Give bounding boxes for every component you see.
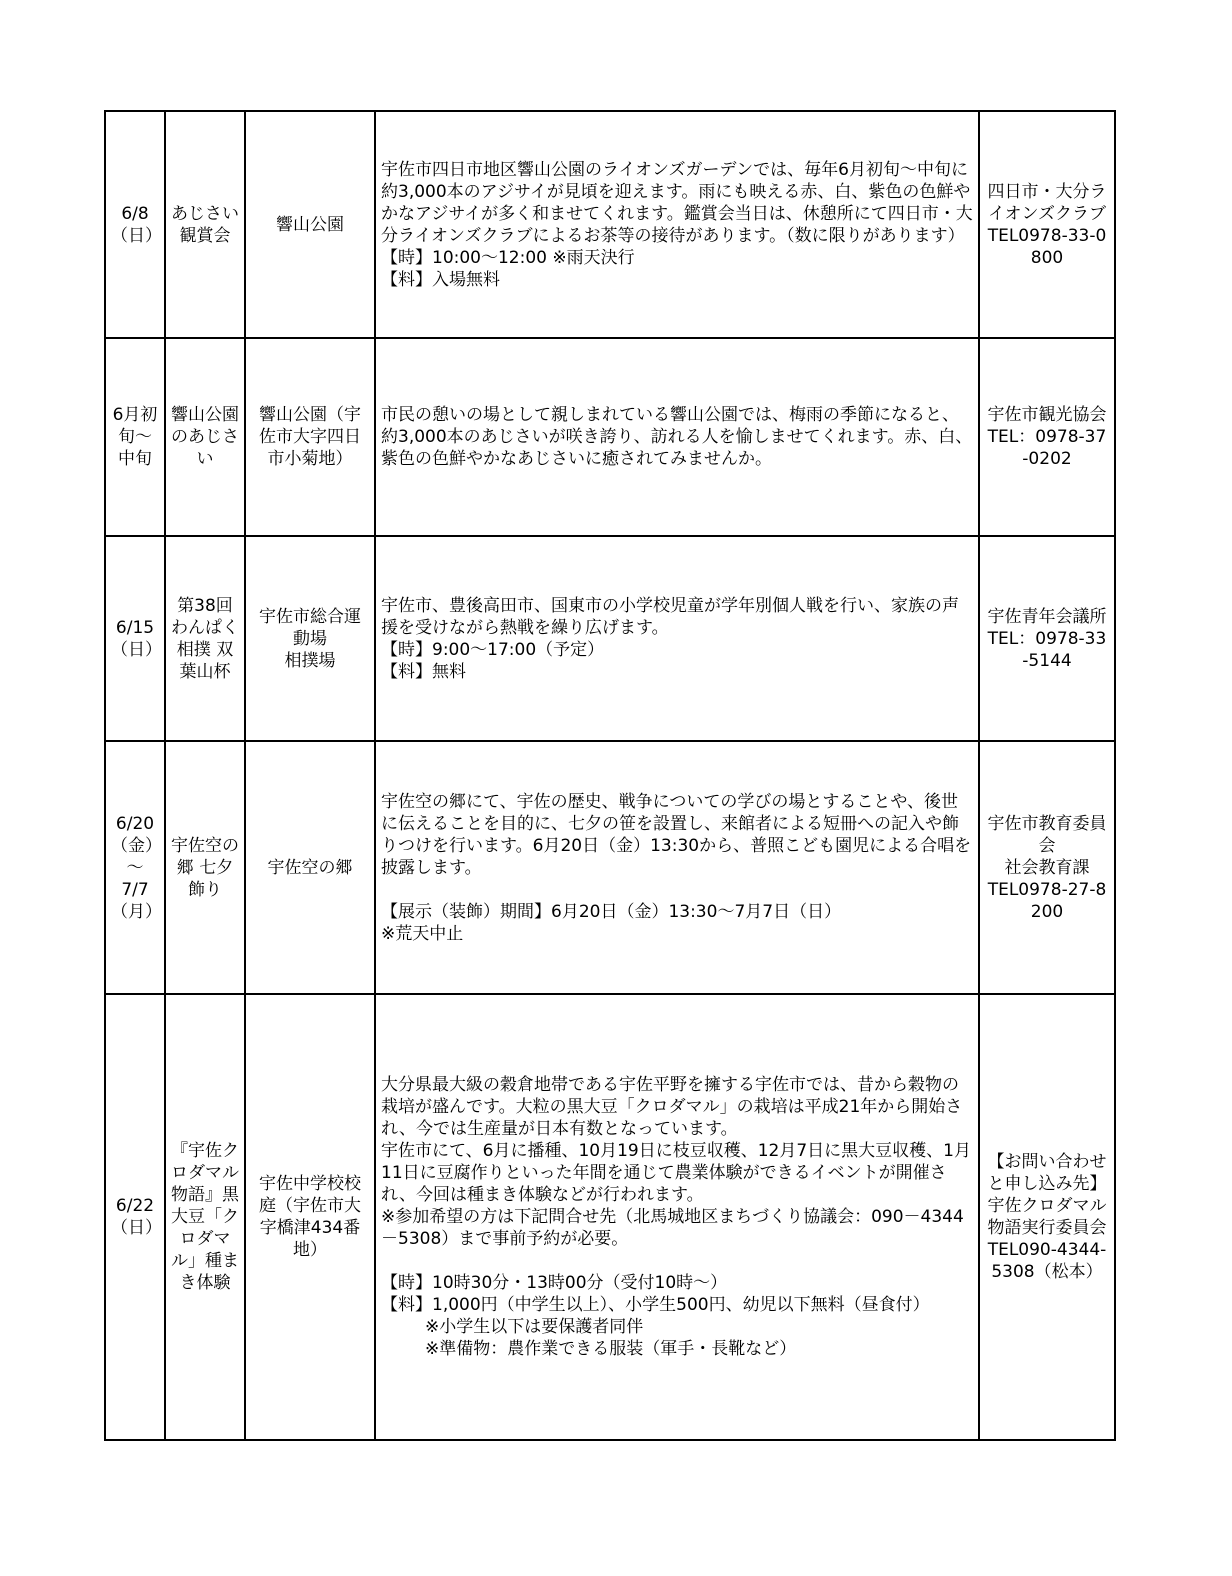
event-row xyxy=(105,536,1115,741)
event-contact xyxy=(979,111,1115,338)
description-line: 宇佐市にて、6月に播種、10月19日に枝豆収穫、12月7日に黒大豆収穫、1月11日に豆腐作りといった年間を通じて農業体験ができるイベントが開催され、今回は種まき体験などが行われます。 xyxy=(381,1141,972,1205)
description-line: 【料】1,000円（中学生以上）、小学生500円、幼児以下無料（昼食付） xyxy=(381,1295,930,1315)
event-venue xyxy=(245,111,375,338)
description-spacer xyxy=(381,1250,973,1272)
description-line: ※小学生以下は要保護者同伴 xyxy=(425,1317,644,1337)
event-venue xyxy=(245,994,375,1440)
event-venue xyxy=(245,741,375,994)
event-title xyxy=(165,338,245,536)
event-venue xyxy=(245,536,375,741)
event-contact-text: 宇佐市教育委員会 社会教育課 TEL0978-27-8200 xyxy=(987,813,1107,922)
event-row xyxy=(105,338,1115,536)
description-line: 宇佐市四日市地区響山公園のライオンズガーデンでは、毎年6月初旬～中旬に約3,000本のアジサイが見頃を迎えます。雨にも映える赤、白、紫色の色鮮やかなアジサイが多く和ませてくれます。鑑賞会当日は、休憩所にて四日市・大分ライオンズクラブによるお茶等の接待があります。（数に限りがあります） xyxy=(381,159,973,246)
description-line: ※準備物：農作業できる服装（軍手・長靴など） xyxy=(425,1339,797,1359)
events-table xyxy=(104,110,1116,1441)
event-title xyxy=(165,111,245,338)
event-contact-text: 四日市・大分ライオンズクラブ TEL0978-33-0800 xyxy=(987,181,1107,268)
event-title xyxy=(165,536,245,741)
event-title-text: 響山公園のあじさい xyxy=(171,405,239,469)
description-line: 【時】10時30分・13時00分（受付10時～） xyxy=(381,1273,728,1293)
description-line: 【料】入場無料 xyxy=(381,269,500,290)
event-venue-text: 宇佐空の郷 xyxy=(267,857,353,878)
event-title xyxy=(165,994,245,1440)
event-row xyxy=(105,741,1115,994)
event-date-text: 6/15 （日） xyxy=(111,617,162,660)
event-row xyxy=(105,994,1115,1440)
event-date-text: 6月初旬～中旬 xyxy=(112,405,158,469)
description-line: 【時】10:00～12:00 ※雨天決行 xyxy=(381,247,635,268)
event-description xyxy=(375,338,979,536)
event-title-text: 第38回わんぱく相撲 双葉山杯 xyxy=(171,595,239,682)
description-line: 大分県最大級の穀倉地帯である宇佐平野を擁する宇佐市では、昔から穀物の栽培が盛んです。大粒の黒大豆「クロダマル」の栽培は平成21年から開始され、今では生産量が日本有数となっています。 xyxy=(381,1075,963,1139)
event-description xyxy=(375,111,979,338)
event-row xyxy=(105,111,1115,338)
description-line: 市民の憩いの場として親しまれている響山公園では、梅雨の季節になると、約3,000本のあじさいが咲き誇り、訪れる人を愉しませてくれます。赤、白、紫色の色鮮やかなあじさいに癒されてみませんか。 xyxy=(381,405,973,469)
description-line: 【料】無料 xyxy=(381,661,466,682)
description-line: 【展示（装飾）期間】6月20日（金）13:30～7月7日（日） xyxy=(381,901,842,922)
event-venue-text: 宇佐中学校校庭（宇佐市大字橋津434番地） xyxy=(259,1174,361,1260)
event-date-text: 6/20 （金） ～ 7/7 （月） xyxy=(111,813,162,922)
event-venue-text: 響山公園 xyxy=(276,214,344,235)
description-spacer xyxy=(381,879,973,901)
description-line: 宇佐市、豊後高田市、国東市の小学校児童が学年別個人戦を行い、家族の声援を受けながら熱戦を繰り広げます。 xyxy=(381,595,959,638)
event-title-text: 『宇佐クロダマル物語』黒大豆「クロダマル」種まき体験 xyxy=(171,1141,239,1293)
event-contact-text: 宇佐青年会議所 TEL：0978-33-5144 xyxy=(987,606,1107,671)
events-table-body xyxy=(105,111,1115,1440)
event-description xyxy=(375,536,979,741)
description-line: ※荒天中止 xyxy=(381,923,464,944)
event-date xyxy=(105,338,165,536)
event-venue-text: 響山公園（宇佐市大字四日市小菊地） xyxy=(259,405,361,469)
event-description xyxy=(375,741,979,994)
event-contact xyxy=(979,536,1115,741)
event-contact xyxy=(979,338,1115,536)
description-line: 宇佐空の郷にて、宇佐の歴史、戦争についての学びの場とすることや、後世に伝えることを目的に、七夕の笹を設置し、来館者による短冊への記入や飾りつけを行います。6月20日（金）13:30から、普照こども園児による合唱を披露します。 xyxy=(381,791,972,878)
event-date-text: 6/8 （日） xyxy=(111,203,162,246)
event-date xyxy=(105,536,165,741)
event-title xyxy=(165,741,245,994)
description-line: 【時】9:00～17:00（予定） xyxy=(381,639,605,660)
event-date xyxy=(105,111,165,338)
event-date xyxy=(105,741,165,994)
event-date-text: 6/22 （日） xyxy=(111,1196,162,1238)
description-line: ※参加希望の方は下記問合せ先（北馬城地区まちづくり協議会：090－4344－5308）まで事前予約が必要。 xyxy=(381,1207,964,1249)
event-title-text: あじさい観賞会 xyxy=(171,203,239,246)
event-title-text: 宇佐空の郷 七夕飾り xyxy=(171,835,239,900)
event-contact-text: 宇佐市観光協会 TEL：0978-37-0202 xyxy=(987,405,1107,469)
event-contact-text: 【お問い合わせと申し込み先】 宇佐クロダマル物語実行委員会 TEL090-4344-5308（松本） xyxy=(987,1152,1107,1282)
event-contact xyxy=(979,741,1115,994)
event-venue xyxy=(245,338,375,536)
event-venue-text: 宇佐市総合運動場 相撲場 xyxy=(259,606,361,671)
event-date xyxy=(105,994,165,1440)
event-contact xyxy=(979,994,1115,1440)
event-description xyxy=(375,994,979,1440)
